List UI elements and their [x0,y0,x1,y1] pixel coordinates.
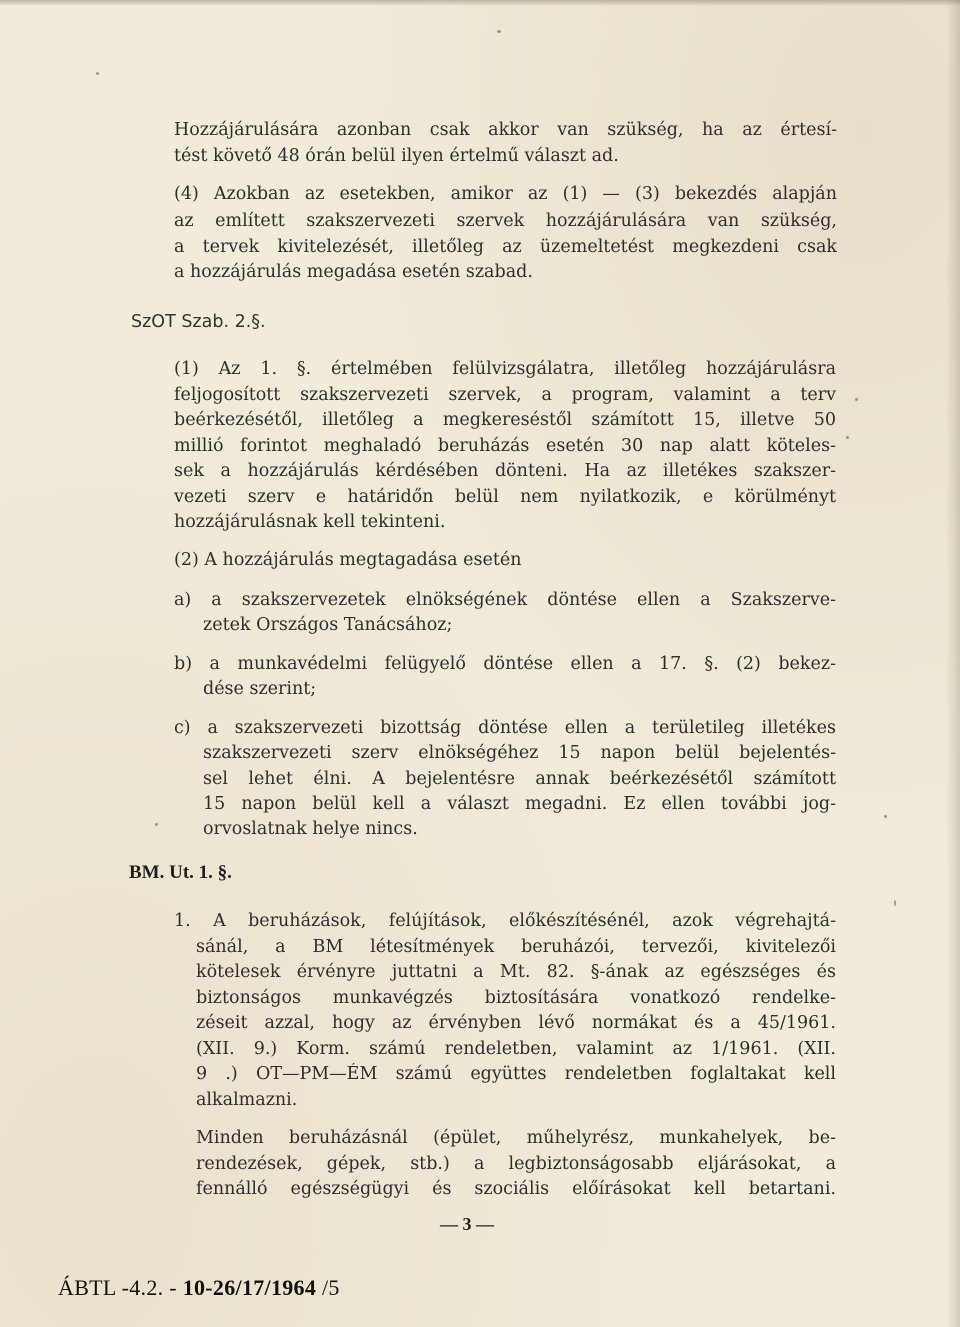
text-line: hozzájárulásnak kell tekinteni. [174,512,446,532]
scan-speck [96,72,99,75]
page-number: — 3 — [440,1214,494,1234]
text-line: fennálló egészségügyi és szociális előírásokat kell betartani. [196,1179,836,1199]
scan-speck [846,436,849,439]
text-line: orvoslatnak helye nincs. [203,819,418,839]
text-line: dése szerint; [203,679,317,699]
top-edge-shadow [0,0,960,6]
text-line: b) a munkavédelmi felügyelő döntése ellen a 17. §. (2) bekez- [174,654,836,674]
archive-reference [58,1275,340,1301]
text-line: sánál, a BM létesítmények beruházói, tervezői, kivitelezői [196,937,836,957]
text-line: szakszervezeti szerv elnökségéhez 15 napon belül bejelentés- [203,743,836,763]
text-line: zéseit azzal, hogy az érvényben lévő normákat és a 45/1961. [196,1013,836,1033]
text-line: biztonságos munkavégzés biztosítására vonatkozó rendelke- [196,988,836,1008]
text-line: 15 napon belül kell a választ megadni. Ez ellen további jog- [203,794,836,814]
text-line: 9 .) OT—PM—ÉM számú együttes rendeletben foglaltakat kell [196,1064,836,1084]
text-line: Hozzájárulására azonban csak akkor van szükség, ha az értesí- [174,120,837,140]
right-edge-shadow [946,0,960,1327]
scan-speck [855,398,858,401]
text-line: Minden beruházásnál (épület, műhelyrész, munkahelyek, be- [196,1128,836,1148]
text-line: a hozzájárulás megadása esetén szabad. [174,262,533,282]
text-line: tést követő 48 órán belül ilyen értelmű választ ad. [174,146,619,166]
text-line: vezeti szerv e határidőn belül nem nyilatkozik, e körülményt [174,487,836,507]
text-line: a) a szakszervezetek elnökségének döntése ellen a Szakszerve- [174,590,836,610]
text-line: (XII. 9.) Korm. számú rendeletben, valamint az 1/1961. (XII. [196,1039,836,1059]
scan-speck [155,823,158,826]
text-line: kötelesek érvényre juttatni a Mt. 82. §-ának az egészséges és [196,962,836,982]
text-line: rendezések, gépek, stb.) a legbiztonságosabb eljárásokat, a [196,1154,836,1174]
scan-speck [497,30,501,33]
section-heading-szot: SzOT Szab. 2.§. [131,312,266,332]
archive-ref-suffix: /5 [316,1275,340,1300]
text-line: feljogosított szakszervezeti szervek, a program, valamint a terv [174,385,836,405]
scan-speck [894,900,896,906]
text-line: az említett szakszervezeti szervek hozzájárulására van szükség, [174,211,837,231]
text-line: alkalmazni. [196,1090,298,1110]
text-line: (1) Az 1. §. értelmében felülvizsgálatra, illetőleg hozzájárulásra [174,359,836,379]
text-line: millió forintot meghaladó beruházás esetén 30 nap alatt köteles- [174,436,836,456]
text-line: zetek Országos Tanácsához; [203,615,453,635]
text-line: (4) Azokban az esetekben, amikor az (1) — (3) bekezdés alapján [174,184,837,204]
scan-speck [884,815,887,818]
text-line: sek a hozzájárulás kérdésében dönteni. Ha az illetékes szakszer- [174,461,836,481]
text-line: 1. A beruházások, felújítások, előkészítésénél, azok végrehajtá- [174,911,836,931]
archive-ref-number: 10-26/17/1964 [182,1275,317,1300]
text-line: beérkezésétől, illetőleg a megkereséstől számított 15, illetve 50 [174,410,836,430]
text-line: a tervek kivitelezését, illetőleg az üzemeltetést megkezdeni csak [174,237,837,257]
text-line: (2) A hozzájárulás megtagadása esetén [174,550,522,570]
archive-ref-prefix: ÁBTL -4.2. - [58,1275,183,1300]
section-heading-bm: BM. Ut. 1. §. [129,862,232,883]
text-line: c) a szakszervezeti bizottság döntése ellen a területileg illetékes [174,718,836,738]
text-line: sel lehet élni. A bejelentésre annak beérkezésétől számított [203,769,836,789]
